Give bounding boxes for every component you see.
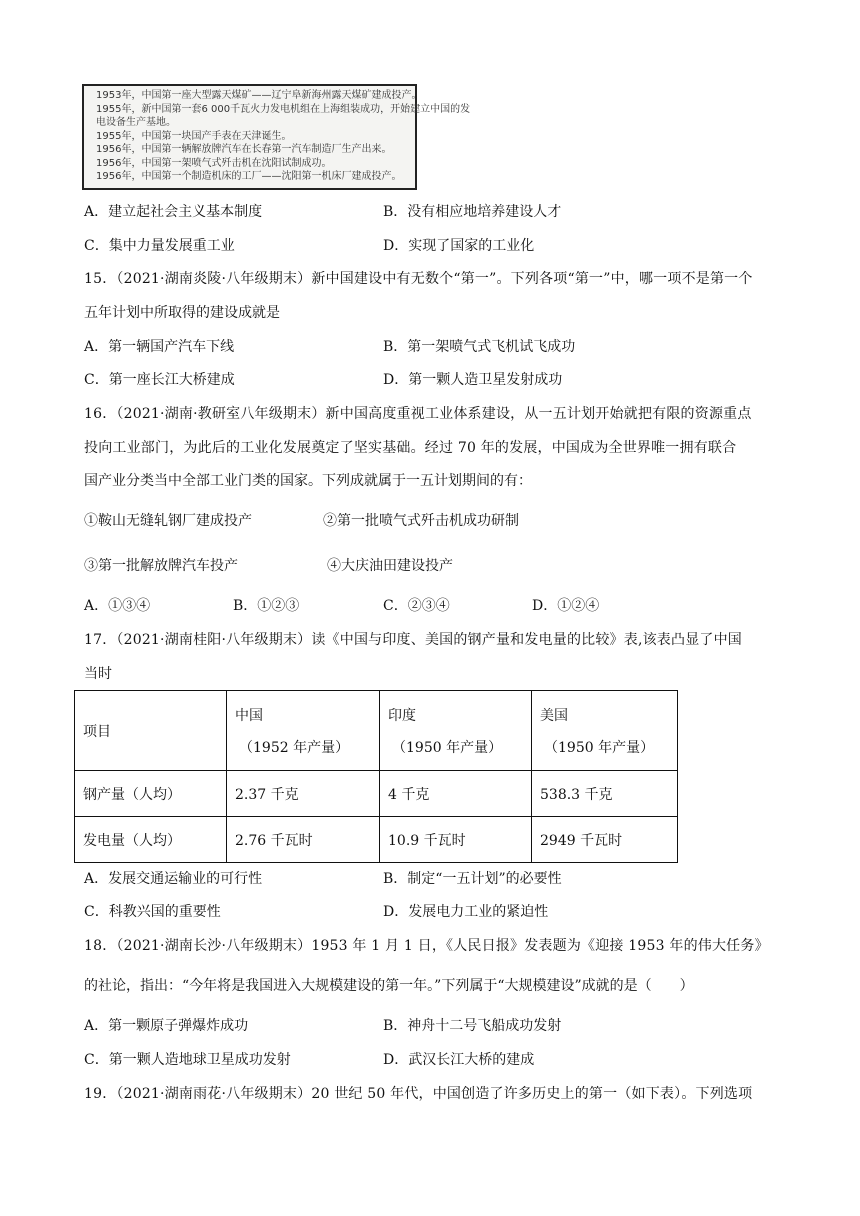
table-header-cell [532, 691, 678, 771]
q16-option-c: C．②③④ [383, 598, 450, 614]
q14-option-a: A．建立起社会主义基本制度 [84, 204, 263, 220]
q19-stem-line1: 19．（2021·湖南雨花·八年级期末）20 世纪 50 年代，中国创造了许多历史上的第一（如下表）。下列选项 [84, 1086, 753, 1102]
scan-line: 电设备生产基地。 [96, 117, 176, 128]
table-cell: 4 千克 [380, 771, 532, 817]
q16-stem-line2: 投向工业部门，为此后的工业化发展奠定了坚实基础。经过 70 年的发展，中国成为全世界唯一拥有联合 [84, 440, 737, 456]
table-cell: 2949 千瓦时 [532, 817, 678, 863]
table-cell: 2.37 千克 [227, 771, 380, 817]
q14-option-b: B．没有相应地培养建设人才 [383, 204, 562, 220]
q16-option-a: A．①③④ [84, 598, 151, 614]
q16-stem-line3: 国产业分类当中全部工业门类的国家。下列成就属于一五计划期间的有： [84, 473, 532, 489]
table-cell: 发电量（人均） [75, 817, 227, 863]
q15-option-d: D．第一颗人造卫星发射成功 [383, 372, 563, 388]
q18-option-b: B．神舟十二号飞船成功发射 [383, 1018, 562, 1034]
table-cell: 10.9 千瓦时 [380, 817, 532, 863]
header-item: 项目 [83, 723, 111, 740]
scanned-text-image [82, 84, 471, 190]
scan-line: 1956年，中国第一辆解放牌汽车在长春第一汽车制造厂生产出来。 [96, 144, 392, 155]
q16-item-2: ②第一批喷气式歼击机成功研制 [323, 513, 519, 529]
table-header-cell [75, 691, 227, 771]
q15-stem-line2: 五年计划中所取得的建设成就是 [84, 305, 280, 321]
q18-option-c: C．第一颗人造地球卫星成功发射 [84, 1052, 291, 1068]
table-cell: 538.3 千克 [532, 771, 678, 817]
scan-line: 1955年，新中国第一套6 000千瓦火力发电机组在上海组装成功，开始建立中国的发 [96, 103, 471, 115]
scan-line: 1956年，中国第一架喷气式歼击机在沈阳试制成功。 [96, 157, 332, 169]
table-header-row [75, 691, 678, 771]
q15-option-c: C．第一座长江大桥建成 [84, 372, 235, 388]
header-year: （1950 年产量） [392, 739, 503, 756]
q17-stem-line1: 17．（2021·湖南桂阳·八年级期末）读《中国与印度、美国的钢产量和发电量的比较》表,该表凸显了中国 [84, 632, 742, 648]
q18-stem-line1: 18．（2021·湖南长沙·八年级期末）1953 年 1 月 1 日，《人民日报》发表题为《迎接 1953 年的伟大任务》 [84, 938, 769, 954]
table-row [75, 771, 678, 817]
header-country: 美国 [540, 707, 568, 724]
table-cell: 钢产量（人均） [75, 771, 227, 817]
q15-stem-line1: 15．（2021·湖南炎陵·八年级期末）新中国建设中有无数个“第一”。下列各项“第一”中，哪一项不是第一个 [84, 271, 753, 287]
header-year: （1950 年产量） [544, 739, 655, 756]
comparison-table [74, 690, 678, 863]
q15-option-b: B．第一架喷气式飞机试飞成功 [383, 339, 576, 355]
q16-item-3: ③第一批解放牌汽车投产 [84, 558, 238, 574]
table-row [75, 817, 678, 863]
q18-option-a: A．第一颗原子弹爆炸成功 [84, 1018, 249, 1034]
q16-option-b: B．①②③ [233, 598, 300, 614]
q14-option-d: D．实现了国家的工业化 [383, 238, 535, 254]
q16-item-4: ④大庆油田建设投产 [327, 558, 453, 574]
q16-stem-line1: 16．（2021·湖南·教研室八年级期末）新中国高度重视工业体系建设，从一五计划开始就把有限的资源重点 [84, 406, 752, 422]
q15-option-a: A．第一辆国产汽车下线 [84, 339, 235, 355]
q17-option-a: A．发展交通运输业的可行性 [84, 871, 263, 887]
header-year: （1952 年产量） [239, 739, 350, 756]
header-country: 中国 [235, 707, 263, 724]
scan-line: 1955年，中国第一块国产手表在天津诞生。 [96, 130, 292, 142]
q17-option-d: D．发展电力工业的紧迫性 [383, 904, 549, 920]
header-country: 印度 [388, 707, 416, 724]
q16-option-d: D．①②④ [532, 598, 600, 614]
q18-stem-line2: 的社论，指出：“今年将是我国进入大规模建设的第一年。”下列属于“大规模建设”成就的是（ ） [84, 978, 694, 994]
table-header-cell [380, 691, 532, 771]
table-header-cell [227, 691, 380, 771]
scan-line: 1956年，中国第一个制造机床的工厂——沈阳第一机床厂建成投产。 [96, 171, 402, 182]
table-cell: 2.76 千瓦时 [227, 817, 380, 863]
q14-option-c: C．集中力量发展重工业 [84, 238, 235, 254]
scan-line: 1953年，中国第一座大型露天煤矿——辽宁阜新海州露天煤矿建成投产。 [96, 90, 422, 101]
q18-option-d: D．武汉长江大桥的建成 [383, 1052, 535, 1068]
q17-stem-line2: 当时 [84, 666, 112, 682]
q16-item-1: ①鞍山无缝轧钢厂建成投产 [84, 513, 252, 529]
q17-option-c: C．科教兴国的重要性 [84, 904, 221, 920]
q17-option-b: B．制定“一五计划”的必要性 [383, 871, 562, 887]
